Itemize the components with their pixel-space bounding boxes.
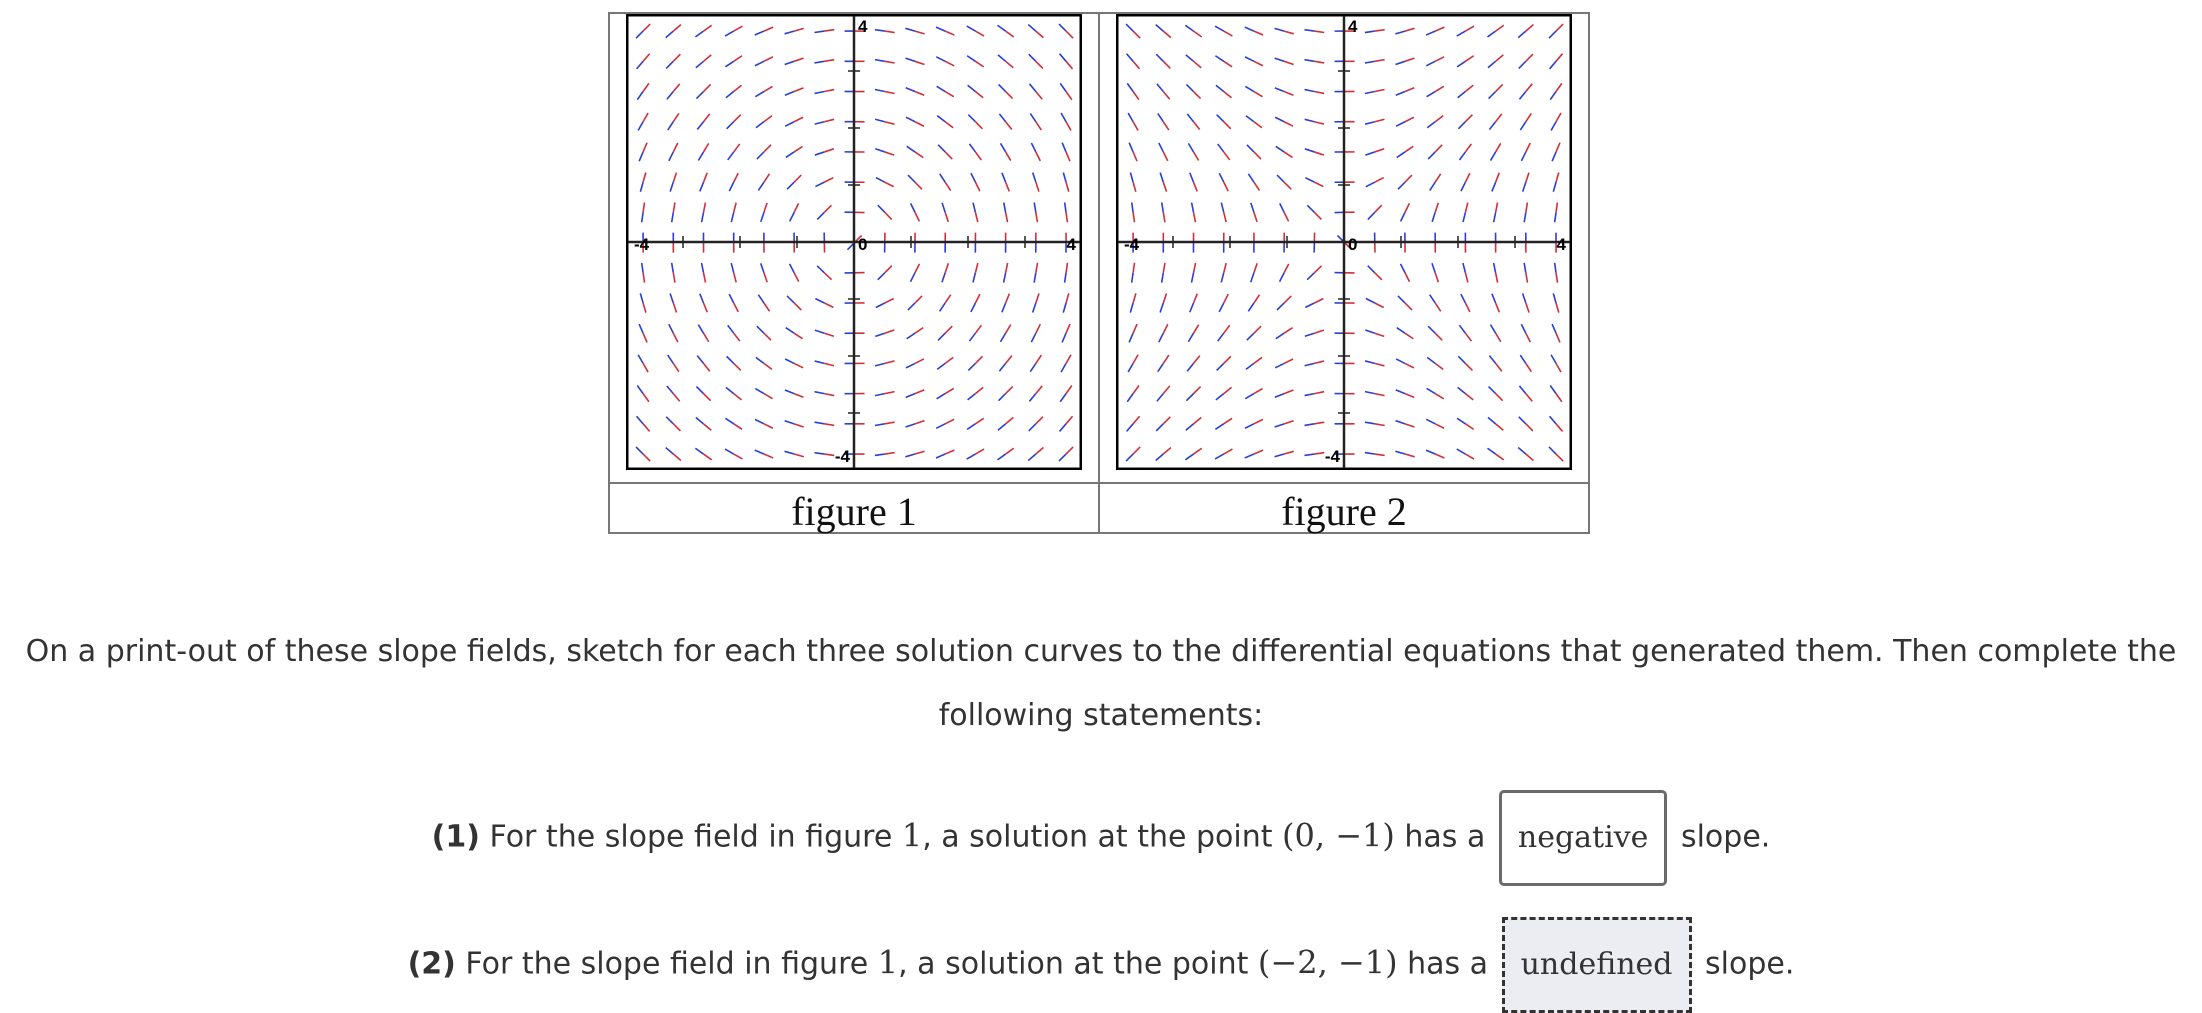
statement-1-fig: 1 <box>902 817 922 855</box>
statement-1-number: (1) <box>432 820 480 855</box>
figure-2-caption: figure 2 <box>1098 484 1590 540</box>
statement-1 <box>0 790 2202 860</box>
slope-field-figure-2 <box>1116 14 1572 470</box>
slope-field-figure-1 <box>626 14 1082 470</box>
figure-table <box>608 12 1590 532</box>
tick-label-origin: 0 <box>858 235 867 254</box>
statement-2-has: has a <box>1398 947 1498 982</box>
tick-label-right: 4 <box>1557 235 1567 254</box>
instructions-text: On a print-out of these slope fields, sketch for each three solution curves to the differential equations that generated them. Then complete the following statements: <box>0 620 2202 748</box>
statement-1-prefix: For the slope field in figure <box>490 820 902 855</box>
tick-label-top: 4 <box>858 17 868 36</box>
statement-2-prefix: For the slope field in figure <box>465 947 877 982</box>
tick-label-left: -4 <box>1124 235 1140 254</box>
tick-label-left: -4 <box>634 235 650 254</box>
tick-label-bottom: -4 <box>835 447 851 466</box>
statement-1-mid: , a solution at the point <box>922 820 1282 855</box>
tick-label-origin: 0 <box>1348 235 1357 254</box>
statement-1-point: (0, −1) <box>1282 817 1395 855</box>
answer-1-input[interactable]: negative <box>1499 790 1668 886</box>
tick-label-bottom: -4 <box>1325 447 1341 466</box>
tick-label-top: 4 <box>1348 17 1358 36</box>
statement-1-has: has a <box>1395 820 1495 855</box>
figure-1-caption: figure 1 <box>608 484 1100 540</box>
statement-1-suffix: slope. <box>1681 820 1770 855</box>
statement-2-mid: , a solution at the point <box>898 947 1258 982</box>
statement-2-point: (−2, −1) <box>1258 944 1398 982</box>
statement-2 <box>0 917 2202 987</box>
statement-2-number: (2) <box>408 947 456 982</box>
statement-2-fig: 1 <box>878 944 898 982</box>
tick-label-right: 4 <box>1067 235 1077 254</box>
statement-2-suffix: slope. <box>1705 947 1794 982</box>
answer-2-input[interactable]: undefined <box>1502 917 1692 1013</box>
